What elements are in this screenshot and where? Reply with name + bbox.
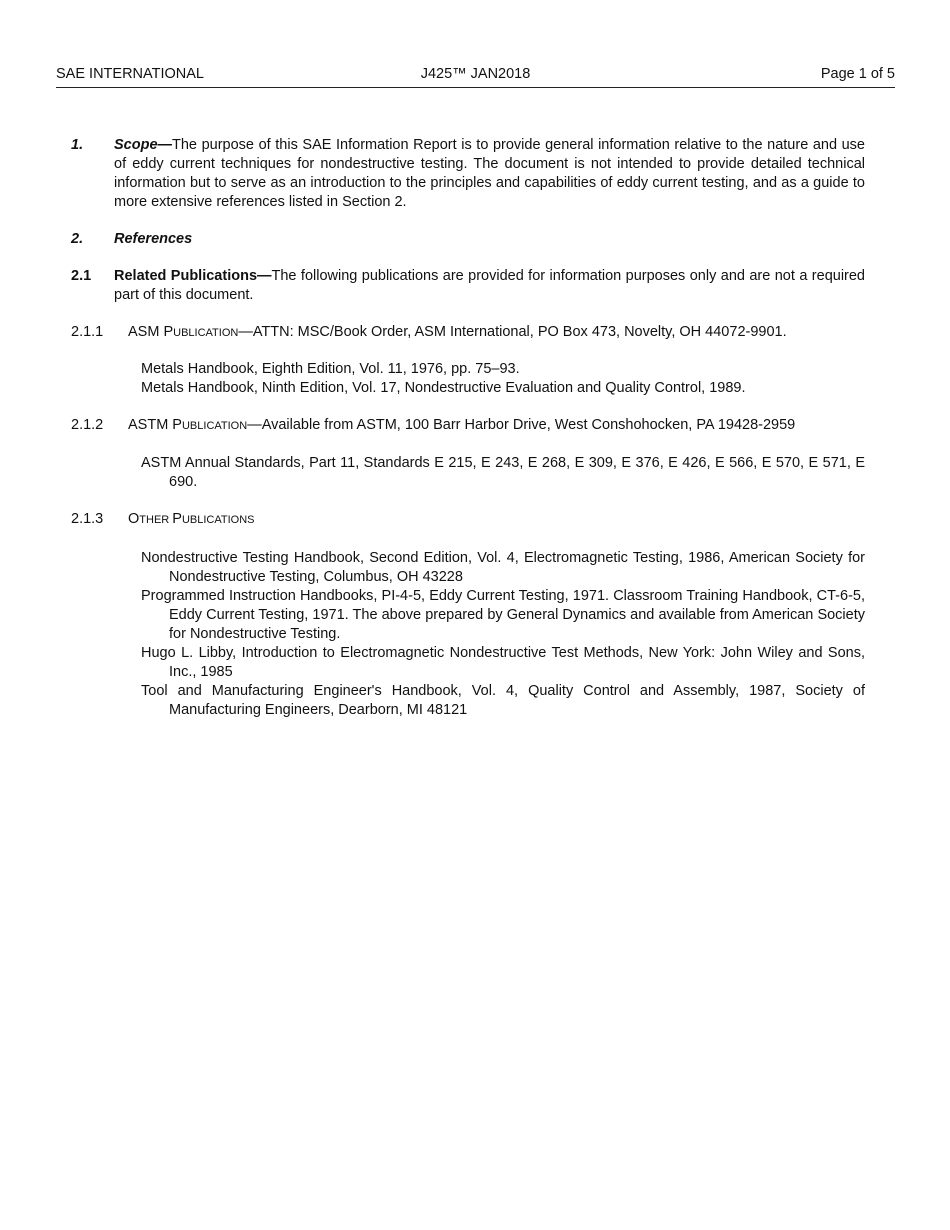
section-text	[114, 136, 865, 212]
list-item: Hugo L. Libby, Introduction to Electromagnetic Nondestructive Test Methods, New York: John Wiley and Sons, Inc., 1985	[141, 645, 865, 680]
asm-reference-list	[141, 360, 865, 398]
header-organization: SAE INTERNATIONAL	[56, 66, 204, 82]
section-body: The following publications are provided for information purposes only and are not a required part of this document.	[114, 268, 865, 303]
section-number: 2.1.2	[71, 417, 104, 433]
section-number: 2.1.3	[71, 511, 104, 527]
page-header	[56, 66, 895, 88]
section-body: The purpose of this SAE Information Report is to provide general information relative to the nature and use of eddy current techniques for nondestructive testing. The document is not intended to provide detailed technical information but to serve as an introduction to the principles and capabilities of eddy current testing, and as a guide to more extensive references listed in Section 2.	[114, 137, 865, 210]
section-number: 2.	[71, 231, 84, 247]
section-body: —ATTN: MSC/Book Order, ASM International, PO Box 473, Novelty, OH 44072-9901.	[238, 324, 787, 340]
astm-reference-list	[141, 454, 865, 492]
header-document-id: J425™ JAN2018	[420, 66, 531, 82]
section-title-rest: UBLICATIONS	[181, 514, 255, 526]
document-body	[71, 136, 865, 720]
section-title: Related Publications—	[114, 268, 272, 284]
header-page-number: Page 1 of 5	[820, 66, 895, 82]
section-number: 2.1	[71, 268, 92, 284]
list-item: Metals Handbook, Eighth Edition, Vol. 11, 1976, pp. 75–93.	[141, 361, 520, 377]
section-text	[128, 323, 865, 343]
section-text	[114, 267, 865, 305]
other-reference-list	[141, 549, 865, 720]
section-text	[114, 230, 865, 249]
section-related-publications	[71, 267, 865, 305]
section-title-cap: ASTM P	[128, 417, 182, 433]
section-title-rest: UBLICATION	[181, 420, 248, 432]
section-astm-publication	[71, 416, 865, 436]
section-other-publications	[71, 510, 865, 530]
section-number: 2.1.1	[71, 324, 104, 340]
section-text	[128, 510, 865, 530]
section-title-rest: THER	[139, 514, 173, 526]
section-title: References	[114, 231, 193, 247]
list-item: Nondestructive Testing Handbook, Second Edition, Vol. 4, Electromagnetic Testing, 1986, American Society for Nondestructive Testing, Columbus, OH 43228	[141, 550, 865, 585]
section-text	[128, 416, 865, 436]
section-body: —Available from ASTM, 100 Barr Harbor Drive, West Conshohocken, PA 19428-2959	[247, 417, 796, 433]
list-item: Metals Handbook, Ninth Edition, Vol. 17, Nondestructive Evaluation and Quality Control, 1989.	[141, 380, 746, 396]
section-title-cap: ASM P	[128, 324, 174, 340]
section-number: 1.	[71, 137, 84, 153]
list-item: Programmed Instruction Handbooks, PI-4-5, Eddy Current Testing, 1971. Classroom Training Handbook, CT-6-5, Eddy Current Testing, 1971. The above prepared by General Dynamics and available from American Society for Nondestructive Testing.	[141, 588, 865, 642]
list-item: ASTM Annual Standards, Part 11, Standards E 215, E 243, E 268, E 309, E 376, E 426, E 566, E 570, E 571, E 690.	[141, 455, 865, 490]
section-title-cap: P	[172, 511, 182, 527]
section-scope	[71, 136, 865, 212]
section-asm-publication	[71, 323, 865, 343]
list-item: Tool and Manufacturing Engineer's Handbook, Vol. 4, Quality Control and Assembly, 1987, Society of Manufacturing Engineers, Dearborn, MI 48121	[141, 683, 865, 718]
section-references	[71, 230, 865, 249]
section-title: Scope—	[114, 137, 173, 153]
section-title-rest: UBLICATION	[173, 327, 239, 339]
section-title-cap: O	[128, 511, 140, 527]
